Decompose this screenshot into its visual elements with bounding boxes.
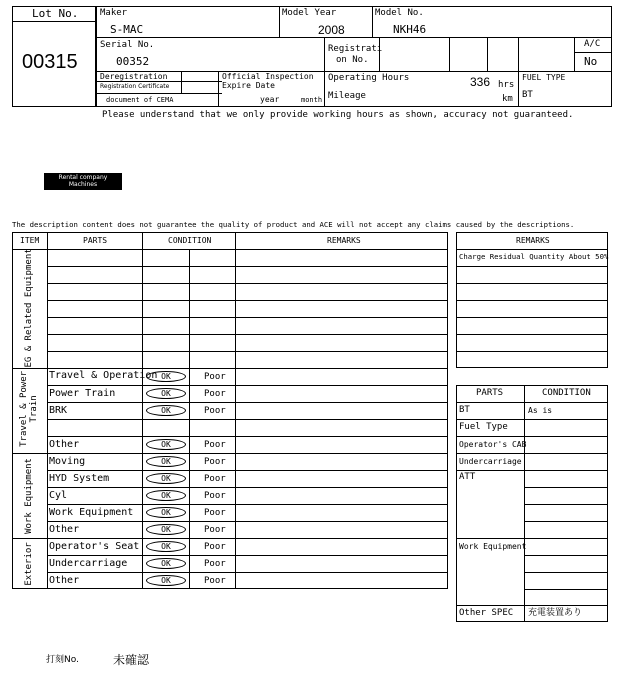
cema-label: document of CEMA [106, 96, 174, 104]
group-exterior-label: Exterior [24, 542, 35, 586]
ok-mark: OK [146, 507, 186, 518]
poor-label: Poor [204, 389, 226, 399]
group-work-label: Work Equipment [24, 458, 35, 534]
inspection-label-1: Official Inspection [222, 72, 314, 81]
hours-notice: Please understand that we only provide working hours as shown, accuracy not guaranteed. [102, 110, 574, 120]
ok-mark: OK [146, 456, 186, 467]
stamp-label: 打刻No. [46, 655, 79, 665]
rental-badge-line1: Rental company [58, 174, 108, 181]
part-power-train: Power Train [49, 388, 116, 399]
att-row: ATT [459, 472, 476, 482]
header-condition: CONDITION [168, 236, 212, 245]
fuel-type-row: Fuel Type [459, 422, 508, 432]
header-parts: PARTS [83, 236, 108, 245]
maker-value: S-MAC [110, 23, 144, 36]
part-travel-other: Other [49, 439, 80, 450]
lot-label: Lot No. [32, 7, 79, 20]
model-no-value: NKH46 [393, 23, 427, 36]
group-travel-label [20, 369, 40, 449]
registration-label-1: Registrati [328, 44, 383, 54]
month-label: month [301, 96, 323, 104]
stamp-value: 未確認 [113, 653, 150, 667]
group-travel-line2: Train [29, 395, 39, 423]
part-hyd-system: HYD System [49, 473, 110, 484]
registration-label-2: on No. [336, 55, 369, 65]
ok-mark: OK [146, 490, 186, 501]
ok-mark: OK [146, 439, 186, 450]
header-item: ITEM [20, 236, 40, 245]
operating-hours-value: 336 [470, 75, 491, 89]
poor-label: Poor [204, 559, 226, 569]
mileage-label: Mileage [328, 91, 366, 101]
part-operators-seat: Operator's Seat [49, 541, 140, 552]
part-cyl: Cyl [49, 490, 68, 501]
operating-hours-label: Operating Hours [328, 73, 410, 83]
group-travel-line1: Travel & Power [19, 370, 30, 447]
remarks-header: REMARKS [516, 236, 550, 245]
poor-label: Poor [204, 457, 226, 467]
part-work-other: Other [49, 524, 80, 535]
part-moving: Moving [49, 456, 86, 467]
registration-certificate-label: Registration Certificate [100, 83, 170, 90]
part-brk: BRK [49, 405, 68, 416]
poor-label: Poor [204, 474, 226, 484]
other-spec-value: 充電装置あり [528, 608, 583, 618]
ac-value: No [584, 55, 598, 68]
poor-label: Poor [204, 406, 226, 416]
year-label: year [260, 95, 280, 104]
parts-header: PARTS [476, 388, 504, 398]
poor-label: Poor [204, 576, 226, 586]
header-remarks: REMARKS [327, 236, 361, 245]
operators-cab-row: Operator's CAB [459, 440, 527, 449]
bt-condition: As is [528, 406, 553, 415]
hrs-unit: hrs [498, 80, 515, 90]
ok-mark: OK [146, 558, 186, 569]
disclaimer: The description content does not guarantee the quality of product and ACE will not accept any claims caused by the descriptions. [12, 220, 575, 229]
lot-number: 00315 [22, 51, 78, 73]
part-travel-operation: Travel & Operation [49, 370, 158, 381]
condition-header: CONDITION [542, 388, 591, 398]
inspection-label-2: Expire Date [222, 81, 275, 90]
ac-label: A/C [584, 39, 601, 49]
part-undercarriage: Undercarriage [49, 558, 128, 569]
serial-label: Serial No. [100, 40, 155, 50]
work-equipment-row: Work Equipment [459, 542, 527, 551]
poor-label: Poor [204, 440, 226, 450]
model-year-label: Model Year [282, 8, 337, 18]
fuel-type-value: BT [522, 90, 533, 100]
ok-mark: OK [146, 541, 186, 552]
model-no-label: Model No. [375, 8, 424, 18]
ok-mark: OK [146, 473, 186, 484]
serial-value: 00352 [116, 55, 150, 68]
part-work-equipment: Work Equipment [49, 507, 134, 518]
bt-label: BT [459, 405, 470, 415]
poor-label: Poor [204, 372, 226, 382]
ok-mark: OK [146, 388, 186, 399]
model-year-value: 2008 [318, 23, 345, 37]
other-spec-row: Other SPEC [459, 608, 514, 618]
km-unit: km [502, 94, 513, 104]
poor-label: Poor [204, 525, 226, 535]
ok-mark: OK [146, 524, 186, 535]
deregistration-label: Deregistration [100, 72, 168, 81]
poor-label: Poor [204, 542, 226, 552]
group-eg-label: EG & Related Equipment [24, 248, 35, 368]
undercarriage-row: Undercarriage [459, 457, 522, 466]
poor-label: Poor [204, 491, 226, 501]
ok-mark: OK [146, 405, 186, 416]
poor-label: Poor [204, 508, 226, 518]
maker-label: Maker [100, 8, 128, 18]
rental-company-badge [44, 173, 122, 190]
fuel-type-label: FUEL TYPE [522, 73, 566, 82]
ok-mark: OK [146, 575, 186, 586]
remarks-first-row: Charge Residual Quantity About 50% [459, 252, 609, 261]
rental-badge-line2: Machines [68, 181, 98, 188]
main-table [12, 232, 448, 589]
part-exterior-other: Other [49, 575, 80, 586]
ok-mark: OK [146, 371, 186, 382]
